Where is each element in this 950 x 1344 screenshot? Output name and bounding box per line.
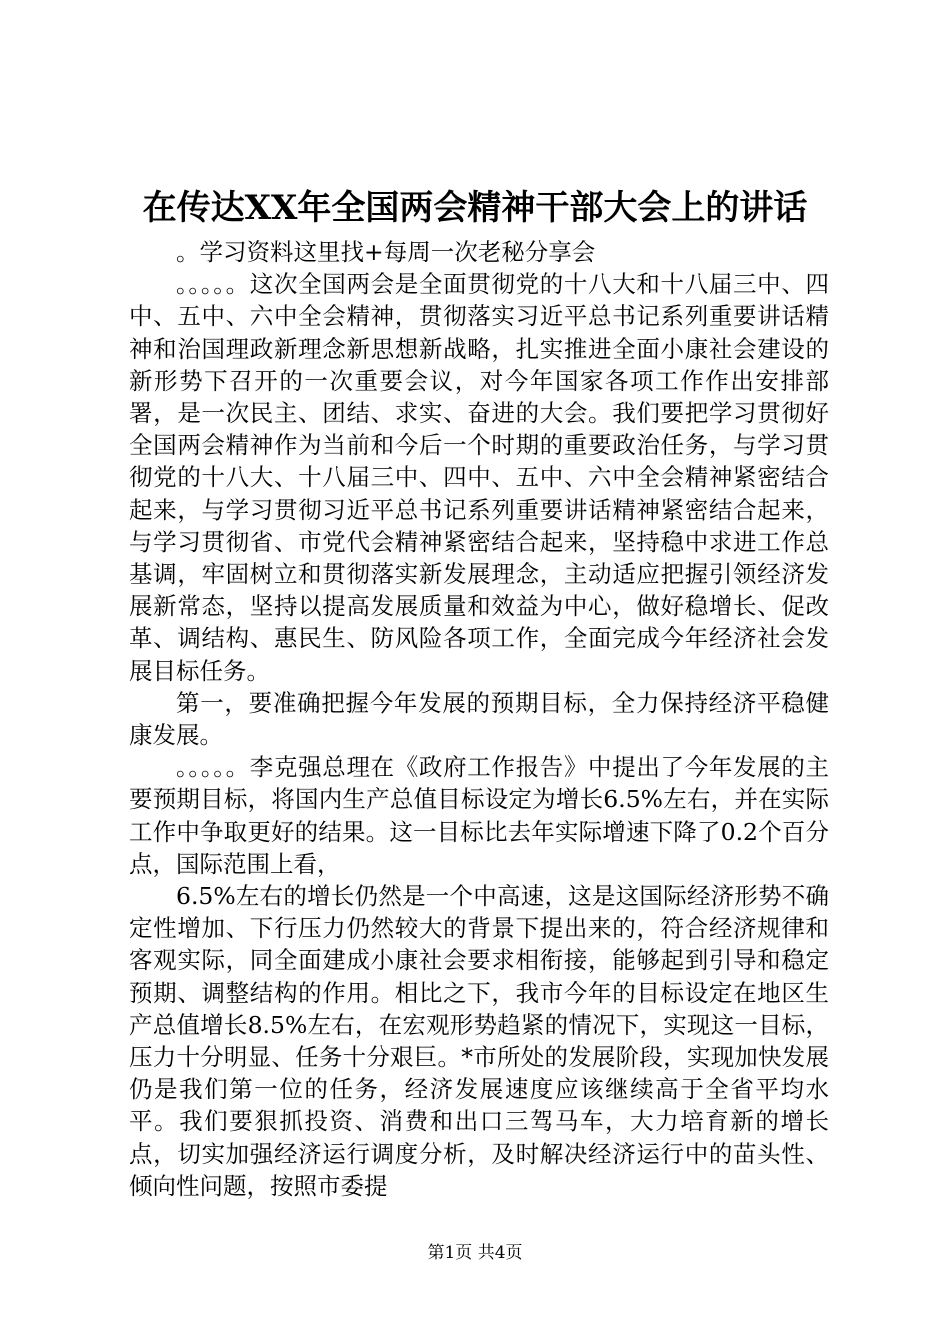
paragraph-opening: 。。。。。这次全国两会是全面贯彻党的十八大和十八届三中、四中、五中、六中全会精神，贯彻落实习近平总书记系列重要讲话精神和治国理政新理念新思想新战略，扎实推进全面小康社会建设的新形势下召开的一次重要会议，对今年国家各项工作作出安排部署，是一次民主、团结、求实、奋进的大会。我们要把学习贯彻好全国两会精神作为当前和今后一个时期的重要政治任务，与学习贯彻党的十八大、十八届三中、四中、五中、六中全会精神紧密结合起来，与学习贯彻习近平总书记系列重要讲话精神紧密结合起来，与学习贯彻省、市党代会精神紧密结合起来，坚持稳中求进工作总基调，牢固树立和贯彻落实新发展理念，主动适应把握引领经济发展新常态，坚持以提高发展质量和效益为中心，做好稳增长、促改革、调结构、惠民生、防风险各项工作，全面完成今年经济社会发展目标任务。 (129, 270, 829, 685)
paragraph-growth: 6.5%左右的增长仍然是一个中高速，这是这国际经济形势不确定性增加、下行压力仍然较大的背景下提出来的，符合经济规律和客观实际，同全面建成小康社会要求相衔接，能够起到引导和稳定预期、调整结构的作用。相比之下，我市今年的目标设定在地区生产总值增长8.5%左右，在宏观形势趋紧的情况下，实现这一目标，压力十分明显、任务十分艰巨。*市所处的发展阶段，实现加快发展仍是我们第一位的任务，经济发展速度应该继续高于全省平均水平。我们要狠抓投资、消费和出口三驾马车，大力培育新的增长点，切实加强经济运行调度分析，及时解决经济运行中的苗头性、倾向性问题，按照市委提 (129, 882, 829, 1200)
document-title: 在传达XX年全国两会精神干部大会上的讲话 (142, 188, 808, 228)
document-body (129, 236, 829, 1202)
page-footer: 第1页 共4页 (427, 1243, 523, 1263)
paragraph-report: 。。。。。李克强总理在《政府工作报告》中提出了今年发展的主要预期目标，将国内生产总值目标设定为增长6.5%左右，并在实际工作中争取更好的结果。这一目标比去年实际增速下降了0.2个百分点，国际范围上看， (129, 753, 829, 878)
paragraph-heading-first: 第一，要准确把握今年发展的预期目标，全力保持经济平稳健康发展。 (129, 688, 829, 750)
intro-line: 。学习资料这里找+每周一次老秘分享会 (176, 238, 596, 266)
